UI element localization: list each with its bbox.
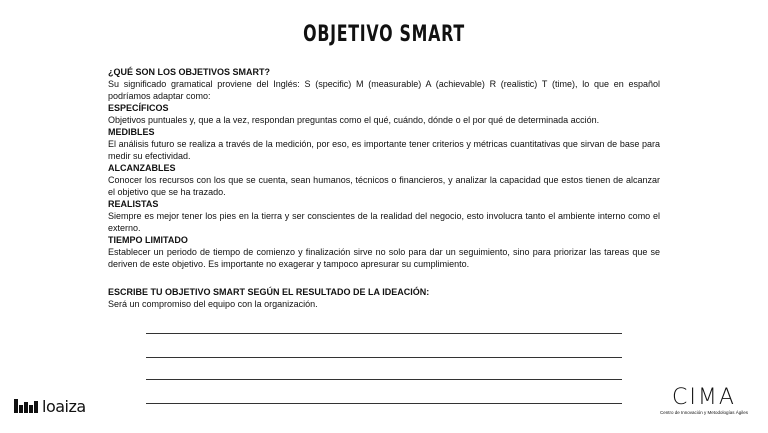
logo-wordmark: loaiza xyxy=(42,396,86,416)
cima-mark: CIMA xyxy=(672,385,736,410)
section-body: Su significado gramatical proviene del Inglés: S (specific) M (measurable) A (achievable) R (realistic) T (time), lo que en español podríamos adaptar como: xyxy=(108,79,660,101)
section-body: Establecer un periodo de tiempo de comienzo y finalización sirve no solo para dar un seguimiento, sino para priorizar las tareas que se deriven de este objetivo. Es importante no exagerar y tampoco apresurar su cumplimiento. xyxy=(108,247,660,269)
task-instruction: Será un compromiso del equipo con la organización. xyxy=(108,299,318,309)
cima-caption: Centro de Innovación y Metodologías Ágiles xyxy=(659,410,749,415)
answer-line-1[interactable] xyxy=(146,333,622,334)
section-heading: ESPECÍFICOS xyxy=(108,103,169,113)
section-heading: MEDIBLES xyxy=(108,127,155,137)
section-heading: ALCANZABLES xyxy=(108,163,176,173)
section-body: El análisis futuro se realiza a través de la medición, por eso, es importante tener criterios y métricas cuantitativas que sirvan de base para medir su efectividad. xyxy=(108,139,660,161)
section-heading: ¿QUÉ SON LOS OBJETIVOS SMART? xyxy=(108,67,271,77)
page-title: OBJETIVO SMART xyxy=(303,22,465,47)
loaiza-logo xyxy=(14,396,86,416)
section-heading: REALISTAS xyxy=(108,199,159,209)
answer-line-4[interactable] xyxy=(146,403,622,404)
smart-description xyxy=(108,66,660,270)
task-heading: ESCRIBE TU OBJETIVO SMART SEGÚN EL RESULTADO DE LA IDEACIÓN: xyxy=(108,287,430,297)
write-objective-section xyxy=(108,286,660,310)
section-heading: TIEMPO LIMITADO xyxy=(108,235,188,245)
cima-logo xyxy=(644,386,764,416)
answer-line-3[interactable] xyxy=(146,379,622,380)
section-body: Conocer los recursos con los que se cuenta, sean humanos, técnicos o financieros, y analizar la capacidad que estos tienen de alcanzar el objetivo que se ha trazado. xyxy=(108,175,660,197)
answer-line-2[interactable] xyxy=(146,357,622,358)
section-body: Siempre es mejor tener los pies en la tierra y ser conscientes de la realidad del negocio, esto involucra tanto el ambiente interno como el externo. xyxy=(108,211,660,233)
logo-bars-icon xyxy=(14,399,39,413)
section-body: Objetivos puntuales y, que a la vez, respondan preguntas como el qué, cuándo, dónde o el por qué de determinada acción. xyxy=(108,115,600,125)
